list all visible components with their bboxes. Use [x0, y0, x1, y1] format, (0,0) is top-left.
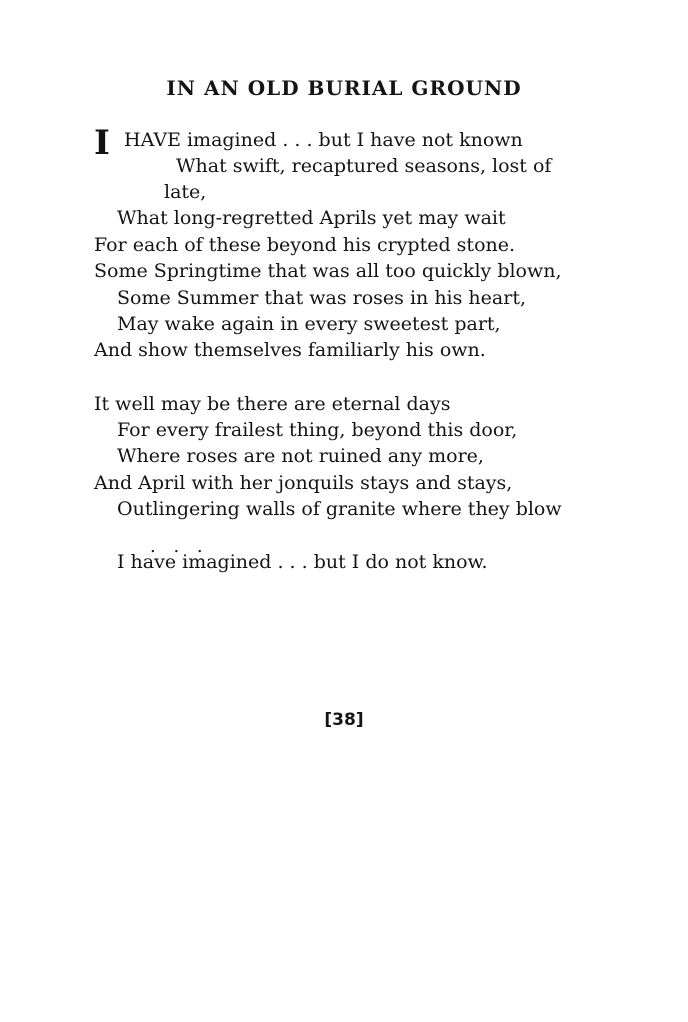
drop-cap-letter: I: [94, 123, 110, 163]
poem-title: IN AN OLD BURIAL GROUND: [166, 76, 522, 100]
ellipsis-separator: . . .: [150, 536, 209, 557]
poem-line: Some Summer that was roses in his heart,: [117, 287, 526, 309]
poem-line: I have imagined . . . but I do not know.: [117, 551, 488, 573]
poem-line: And April with her jonquils stays and stays,: [94, 472, 513, 494]
poem-line: It well may be there are eternal days: [94, 393, 451, 415]
page-number: [38]: [324, 710, 364, 730]
poem-line: late,: [164, 181, 207, 203]
poem-line: HAVE imagined . . . but I have not known: [124, 129, 523, 151]
poem-line: What swift, recaptured seasons, lost of: [176, 155, 552, 177]
poem-line: May wake again in every sweetest part,: [117, 313, 501, 335]
poem-line: For each of these beyond his crypted stone.: [94, 234, 516, 256]
poem-line: For every frailest thing, beyond this door,: [117, 419, 518, 441]
poem-line: And show themselves familiarly his own.: [94, 339, 486, 361]
poem-line: Outlingering walls of granite where they blow: [117, 498, 562, 520]
poem-line: Some Springtime that was all too quickly blown,: [94, 260, 562, 282]
poem-line: What long-regretted Aprils yet may wait: [117, 207, 506, 229]
poem-line: Where roses are not ruined any more,: [117, 445, 484, 467]
